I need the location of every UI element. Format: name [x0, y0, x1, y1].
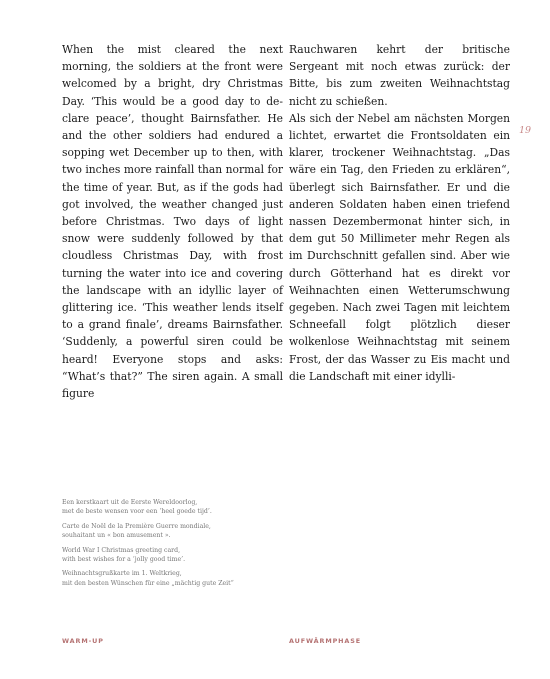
- caption-dutch: Een kerstkaart uit de Eerste Wereldoorlog, met de beste wensen voor een ‘heel goede tijd’.: [62, 499, 212, 516]
- german-paragraph: Rauchwaren kehrt der britische Sergeant mit noch etwas zurück: der Bitte, bis zum zweiten Weihnachtstag nicht zu schießen. Als sich der Nebel am nächsten Morgen lichtet, erwartet die Frontsoldaten ein klarer, trockener Weihnachtstag. „Das wäre ein Tag, den Frieden zu erklären“, überlegt sich Bairnsfather. Er und die anderen Soldaten haben einen triefend nassen Dezembermonat hinter sich, in dem gut 50 Millimeter mehr Regen als im Durchschnitt gefallen sind. Aber wie durch Götterhand hat es direkt vor Weihnachten einen Wetterumschwung gegeben. Nach zwei Tagen mit leichtem Schneefall folgt plötzlich dieser wolkenlose Weihnachtstag mit seinem Frost, der das Wasser zu Eis macht und die Landschaft mit einer idylli-: [289, 43, 510, 383]
- footer-section-left: WARM-UP: [62, 637, 104, 645]
- page-number: 19: [519, 125, 532, 136]
- image-captions: [62, 498, 272, 593]
- english-body-text: [62, 41, 283, 402]
- english-paragraph: When the mist cleared the next morning, the soldiers at the front were welcomed by a bright, dry Christmas Day. ‘This would be a good day to declare peace’, thought Bairnsfather. He and the other soldiers had endured a sopping wet December up to then, with two inches more rainfall than normal for the time of year. But, as if the gods had got involved, the weather changed just before Christmas. Two days of light snow were suddenly followed by that cloudless Christmas Day, with frost turning the water into ice and covering the landscape with an idyllic layer of glittering ice. ‘This weather lends itself to a grand finale’, dreams Bairnsfather. ‘Suddenly, a powerful siren could be heard! Everyone stops and asks: “What’s that?” The siren again. A small figure: [62, 43, 283, 401]
- caption-german: Weihnachtsgrußkarte im 1. Weltkrieg, mit den besten Wünschen für eine „mächtig gute Zeit“: [62, 570, 234, 587]
- german-body-text: [289, 41, 510, 385]
- caption-english: World War I Christmas greeting card, with best wishes for a ‘jolly good time’.: [62, 546, 186, 564]
- caption-french: Carte de Noël de la Première Guerre mondiale, souhaitant un « bon amusement ».: [62, 522, 211, 540]
- footer-section-right: AUFWÄRMPHASE: [289, 637, 362, 645]
